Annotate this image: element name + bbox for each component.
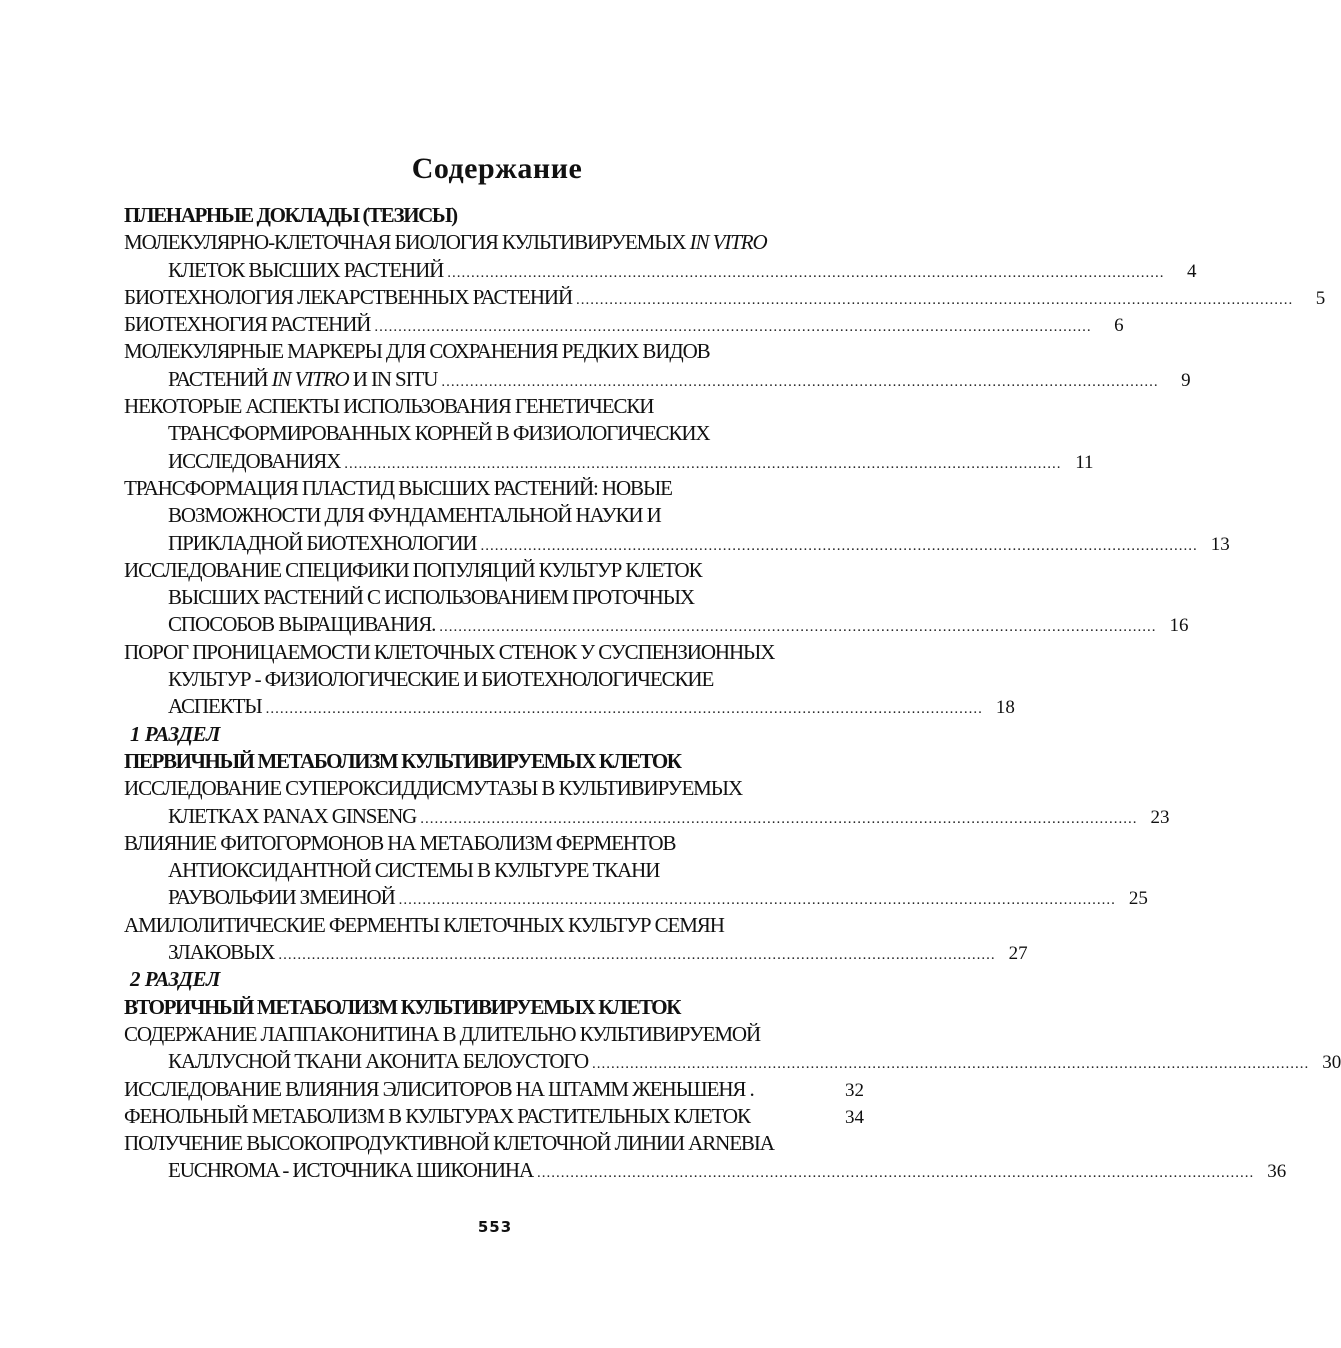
entry-title: ПОРОГ ПРОНИЦАЕМОСТИ КЛЕТОЧНЫХ СТЕНОК У СУСПЕНЗИОННЫХ xyxy=(124,639,775,664)
entry-page-number: 34 xyxy=(845,1106,864,1128)
entry-title: 2 РАЗДЕЛ xyxy=(130,967,220,992)
entry-title: ВЫСШИХ РАСТЕНИЙ С ИСПОЛЬЗОВАНИЕМ ПРОТОЧНЫХ xyxy=(168,585,694,610)
entry-page-number: 9 xyxy=(1181,369,1191,391)
toc-entry-line xyxy=(124,311,1124,338)
entry-title: ВТОРИЧНЫЙ МЕТАБОЛИЗМ КУЛЬТИВИРУЕМЫХ КЛЕТОК xyxy=(124,994,681,1019)
toc-entry-line xyxy=(124,557,864,584)
entry-page-number: 5 xyxy=(1315,287,1326,309)
entry-title: АСПЕКТЫ xyxy=(168,694,262,719)
entry-title: БИОТЕХНОГИЯ РАСТЕНИЙ xyxy=(124,312,371,337)
dot-leader: ....................................................................................................................................................... xyxy=(537,1165,1255,1182)
entry-title: ТРАНСФОРМАЦИЯ ПЛАСТИД ВЫСШИХ РАСТЕНИЙ: НОВЫЕ xyxy=(124,475,672,500)
entry-title: ИССЛЕДОВАНИЯХ xyxy=(168,448,341,473)
entry-title: МОЛЕКУЛЯРНЫЕ МАРКЕРЫ ДЛЯ СОХРАНЕНИЯ РЕДКИХ ВИДОВ xyxy=(124,339,710,364)
entry-title: КАЛЛУСНОЙ ТКАНИ АКОНИТА БЕЛОУСТОГО xyxy=(168,1049,589,1074)
entry-page-number: 16 xyxy=(1169,615,1189,637)
toc-entry-line xyxy=(124,284,1326,311)
toc-heading xyxy=(124,994,864,1021)
dot-leader: ....................................................................................................................................................... xyxy=(278,947,996,964)
dot-leader: ....................................................................................................................................................... xyxy=(420,810,1138,827)
table-of-contents xyxy=(124,202,1341,1185)
toc-entry-line xyxy=(124,475,864,502)
entry-title: РАСТЕНИЙ IN VITRO И IN SITU xyxy=(168,366,438,391)
toc-entry-line xyxy=(124,611,1189,638)
entry-title: СПОСОБОВ ВЫРАЩИВАНИЯ. xyxy=(168,612,436,637)
toc-entry-line xyxy=(124,884,1148,911)
entry-title: КУЛЬТУР - ФИЗИОЛОГИЧЕСКИЕ И БИОТЕХНОЛОГИЧЕСКИЕ xyxy=(168,667,714,692)
entry-title: АНТИОКСИДАНТНОЙ СИСТЕМЫ В КУЛЬТУРЕ ТКАНИ xyxy=(168,858,660,883)
toc-entry-line xyxy=(124,830,864,857)
toc-entry-line xyxy=(124,693,1015,720)
toc-entry-line xyxy=(124,1103,864,1130)
dot-leader: ....................................................................................................................................................... xyxy=(265,701,983,718)
entry-page-number: 25 xyxy=(1128,888,1148,910)
entry-title: ПОЛУЧЕНИЕ ВЫСОКОПРОДУКТИВНОЙ КЛЕТОЧНОЙ ЛИНИИ ARNEBIA xyxy=(124,1131,774,1156)
entry-page-number: 4 xyxy=(1186,260,1197,282)
toc-entry-line xyxy=(124,502,864,529)
entry-title: РАУВОЛЬФИИ ЗМЕИНОЙ xyxy=(168,885,395,910)
entry-title: ФЕНОЛЬНЫЙ МЕТАБОЛИЗМ В КУЛЬТУРАХ РАСТИТЕЛЬНЫХ КЛЕТОК xyxy=(124,1103,750,1128)
entry-title: КЛЕТКАХ PANAX GINSENG xyxy=(168,803,417,828)
entry-title: ВОЗМОЖНОСТИ ДЛЯ ФУНДАМЕНТАЛЬНОЙ НАУКИ И xyxy=(168,503,661,528)
entry-page-number: 6 xyxy=(1114,315,1124,337)
toc-entry-line xyxy=(124,448,1094,475)
entry-title: БИОТЕХНОЛОГИЯ ЛЕКАРСТВЕННЫХ РАСТЕНИЙ xyxy=(124,284,573,309)
toc-entry-line xyxy=(124,229,864,256)
entry-title: НЕКОТОРЫЕ АСПЕКТЫ ИСПОЛЬЗОВАНИЯ ГЕНЕТИЧЕСКИ xyxy=(124,394,654,419)
entry-page-number: 30 xyxy=(1322,1052,1341,1074)
toc-entry-line xyxy=(124,257,1197,284)
entry-page-number: 11 xyxy=(1075,451,1094,473)
toc-entry-line xyxy=(124,1076,864,1103)
dot-leader: ....................................................................................................................................................... xyxy=(344,455,1062,472)
toc-entry-line xyxy=(124,939,1028,966)
toc-entry-line xyxy=(124,857,864,884)
toc-heading xyxy=(124,202,864,229)
toc-entry-line xyxy=(124,803,1170,830)
entry-page-number: 27 xyxy=(1008,943,1028,965)
section-heading xyxy=(124,721,864,748)
dot-leader: ....................................................................................................................................................... xyxy=(447,264,1165,281)
entry-title: ИССЛЕДОВАНИЕ СУПЕРОКСИДДИСМУТАЗЫ В КУЛЬТИВИРУЕМЫХ xyxy=(124,776,743,801)
toc-entry-line xyxy=(124,666,864,693)
entry-page-number: 18 xyxy=(995,697,1015,719)
entry-title: ИССЛЕДОВАНИЕ ВЛИЯНИЯ ЭЛИСИТОРОВ НА ШТАММ ЖЕНЬШЕНЯ . xyxy=(124,1076,754,1101)
dot-leader: ....................................................................................................................................................... xyxy=(576,291,1294,308)
page-title: Содержание xyxy=(411,152,583,185)
entry-title: ИССЛЕДОВАНИЕ СПЕЦИФИКИ ПОПУЛЯЦИЙ КУЛЬТУР КЛЕТОК xyxy=(124,557,702,582)
page-number: 553 xyxy=(477,1218,513,1236)
toc-entry-line xyxy=(124,1021,864,1048)
dot-leader: ....................................................................................................................................................... xyxy=(441,373,1159,390)
toc-entry-line xyxy=(124,912,864,939)
entry-title: EUCHROMA - ИСТОЧНИКА ШИКОНИНА xyxy=(168,1158,534,1183)
entry-title: МОЛЕКУЛЯРНО-КЛЕТОЧНАЯ БИОЛОГИЯ КУЛЬТИВИРУЕМЫХ IN VITRO xyxy=(124,230,767,255)
section-heading xyxy=(124,966,864,993)
toc-entry-line xyxy=(124,338,864,365)
toc-entry-line xyxy=(124,775,864,802)
dot-leader: ....................................................................................................................................................... xyxy=(480,537,1198,554)
entry-title: ПЛЕНАРНЫЕ ДОКЛАДЫ (ТЕЗИСЫ) xyxy=(124,203,457,227)
toc-entry-line xyxy=(124,420,864,447)
entry-page-number: 32 xyxy=(845,1079,864,1101)
entry-page-number: 23 xyxy=(1150,806,1170,828)
toc-entry-line xyxy=(124,393,864,420)
entry-title: ВЛИЯНИЕ ФИТОГОРМОНОВ НА МЕТАБОЛИЗМ ФЕРМЕНТОВ xyxy=(124,830,676,855)
entry-title: СОДЕРЖАНИЕ ЛАППАКОНИТИНА В ДЛИТЕЛЬНО КУЛЬТИВИРУЕМОЙ xyxy=(124,1021,761,1046)
entry-title: ПЕРВИЧНЫЙ МЕТАБОЛИЗМ КУЛЬТИВИРУЕМЫХ КЛЕТОК xyxy=(124,748,681,773)
dot-leader: ....................................................................................................................................................... xyxy=(592,1056,1310,1073)
entry-title: ЗЛАКОВЫХ xyxy=(168,940,275,965)
dot-leader: ....................................................................................................................................................... xyxy=(439,619,1157,636)
entry-title: ПРИКЛАДНОЙ БИОТЕХНОЛОГИИ xyxy=(168,530,477,555)
entry-title: ТРАНСФОРМИРОВАННЫХ КОРНЕЙ В ФИЗИОЛОГИЧЕСКИХ xyxy=(168,421,710,446)
toc-entry-line xyxy=(124,639,864,666)
entry-title: КЛЕТОК ВЫСШИХ РАСТЕНИЙ xyxy=(168,257,444,282)
toc-entry-line xyxy=(124,366,1191,393)
toc-entry-line xyxy=(124,1048,1341,1075)
toc-entry-line xyxy=(124,584,864,611)
dot-leader: ....................................................................................................................................................... xyxy=(398,892,1116,909)
dot-leader: ....................................................................................................................................................... xyxy=(374,319,1092,336)
toc-heading xyxy=(124,748,864,775)
entry-page-number: 13 xyxy=(1210,533,1230,555)
toc-entry-line xyxy=(124,1157,1287,1184)
toc-entry-line xyxy=(124,530,1230,557)
entry-page-number: 36 xyxy=(1267,1161,1287,1183)
toc-entry-line xyxy=(124,1130,864,1157)
entry-title: АМИЛОЛИТИЧЕСКИЕ ФЕРМЕНТЫ КЛЕТОЧНЫХ КУЛЬТУР СЕМЯН xyxy=(124,912,724,937)
entry-title: 1 РАЗДЕЛ xyxy=(130,721,220,746)
